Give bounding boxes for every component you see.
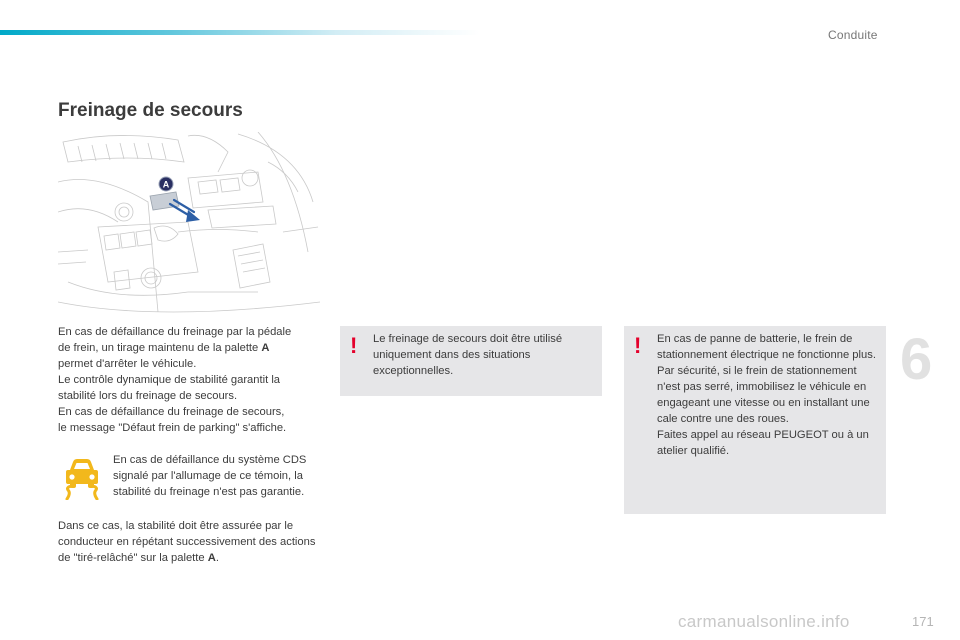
intro-line-4: Le contrôle dynamique de stabilité garantit la xyxy=(58,374,281,386)
watermark: carmanualsonline.info xyxy=(678,612,850,631)
note-text-battery-failure xyxy=(657,331,879,459)
note-line-1: En cas de panne de batterie, le frein de stationnement électrique ne fonctionne plus. xyxy=(657,333,876,361)
note-line-2: Par sécurité, si le frein de stationnement n'est pas serré, immobilisez le véhicule en engageant une vitesse ou en installant une cale contre une des roues. xyxy=(657,365,870,425)
intro-line-2: de frein, un tirage maintenu de la palette A xyxy=(58,342,270,354)
note-line-3: Faites appel au réseau PEUGEOT ou à un atelier qualifié. xyxy=(657,429,869,457)
palette-a-ref-2: A xyxy=(207,552,216,564)
page-number: 171 xyxy=(912,614,934,629)
note-box-emergency-use xyxy=(340,326,602,396)
section-title: Conduite xyxy=(828,28,878,42)
intro-paragraph xyxy=(58,324,328,436)
note-box-battery-failure xyxy=(624,326,886,514)
cds-warning-icon xyxy=(62,458,102,500)
chapter-number: 6 xyxy=(900,327,933,392)
note-text-emergency-use: Le freinage de secours doit être utilisé uniquement dans des situations exceptionnelles. xyxy=(373,333,563,377)
intro-line-6: En cas de défaillance du freinage de secours, xyxy=(58,406,285,418)
dashboard-illustration xyxy=(58,132,320,316)
palette-a-ref: A xyxy=(261,342,270,354)
page-title: Freinage de secours xyxy=(58,100,243,121)
exclamation-icon: ! xyxy=(350,333,358,358)
intro-line-3: permet d'arrêter le véhicule. xyxy=(58,358,197,370)
intro-line-1: En cas de défaillance du freinage par la pédale xyxy=(58,326,292,338)
cds-instruction-paragraph: Dans ce cas, la stabilité doit être assurée par le conducteur en répétant successivement des actions de "tiré-relâché" sur la palette A. xyxy=(58,520,316,564)
header-accent-bar xyxy=(0,30,480,35)
callout-a-label: A xyxy=(162,179,170,190)
intro-line-5: stabilité lors du freinage de secours. xyxy=(58,390,238,402)
cds-warning-text: En cas de défaillance du système CDS signalé par l'allumage de ce témoin, la stabilité du freinage n'est pas garantie. xyxy=(113,454,307,498)
intro-line-7: le message "Défaut frein de parking" s'affiche. xyxy=(58,422,287,434)
exclamation-icon: ! xyxy=(634,333,642,358)
